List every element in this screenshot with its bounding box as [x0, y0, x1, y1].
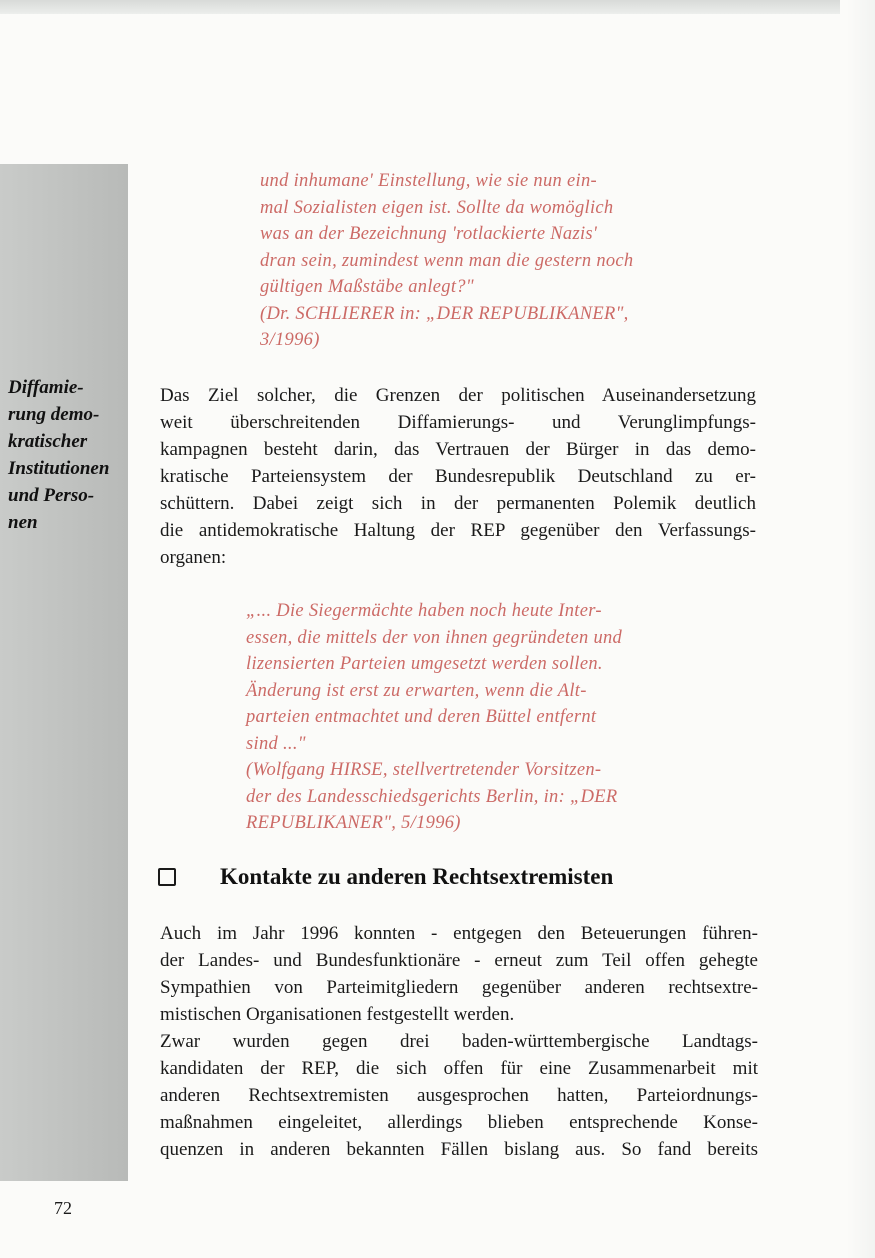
quote-line: „... Die Siegermächte haben noch heute Inter- — [246, 601, 602, 621]
sidebar-heading-line: kratischer — [8, 431, 88, 452]
sidebar-heading-line: und Perso- — [8, 485, 95, 506]
paragraph-line: quenzen in anderen bekannten Fällen bislang aus. So fand bereits — [160, 1139, 758, 1160]
section-heading — [158, 864, 613, 890]
quote-line: lizensierten Parteien umgesetzt werden sollen. — [246, 654, 603, 674]
quote-line: und inhumane' Einstellung, wie sie nun ein- — [260, 171, 597, 191]
paragraph-line: Zwar wurden gegen drei baden-württembergische Landtags- — [160, 1031, 758, 1052]
quote-line: gültigen Maßstäbe anlegt?" — [260, 277, 474, 297]
sidebar-heading-line: rung demo- — [8, 404, 100, 425]
sidebar-heading-line: Diffamie- — [8, 377, 84, 398]
checkbox-bullet-icon — [158, 868, 176, 886]
quote-line: mal Sozialisten eigen ist. Sollte da womöglich — [260, 197, 614, 218]
paragraph-line: die antidemokratische Haltung der REP gegenüber den Verfassungs- — [160, 520, 756, 541]
body-paragraph-2 — [160, 920, 758, 1163]
paragraph-line: Sympathien von Parteimitgliedern gegenüber anderen rechtsextre- — [160, 977, 758, 998]
quote-line: dran sein, zumindest wenn man die gestern noch — [260, 250, 634, 271]
quote-line: essen, die mittels der von ihnen gegründeten und — [246, 627, 623, 648]
paragraph-line: kampagnen besteht darin, das Vertrauen der Bürger in das demo- — [160, 439, 756, 460]
paragraph-line: der Landes- und Bundesfunktionäre - erneut zum Teil offen gehegte — [160, 950, 758, 971]
page-number: 72 — [54, 1198, 72, 1218]
paragraph-line: mistischen Organisationen festgestellt werden. — [160, 1004, 515, 1025]
sidebar-heading — [8, 374, 136, 536]
body-paragraph-1 — [160, 382, 756, 571]
paragraph-line: kratische Parteiensystem der Bundesrepublik Deutschland zu er- — [160, 466, 756, 487]
paragraph-line: anderen Rechtsextremisten ausgesprochen hatten, Parteiordnungs- — [160, 1085, 758, 1106]
paragraph-line: Auch im Jahr 1996 konnten - entgegen den Beteuerungen führen- — [160, 923, 758, 944]
quote-citation: (Dr. SCHLIERER in: „DER REPUBLIKANER", — [260, 303, 629, 324]
section-title: Kontakte zu anderen Rechtsextremisten — [220, 864, 614, 889]
quote-line: Änderung ist erst zu erwarten, wenn die Alt- — [246, 680, 587, 701]
quote-citation: REPUBLIKANER", 5/1996) — [246, 813, 461, 833]
quote-citation: 3/1996) — [260, 330, 320, 350]
quote-citation: der des Landesschiedsgerichts Berlin, in: „DER — [246, 786, 618, 807]
paragraph-line: kandidaten der REP, die sich offen für eine Zusammenarbeit mit — [160, 1058, 758, 1079]
quote-line: was an der Bezeichnung 'rotlackierte Nazis' — [260, 224, 598, 244]
page-top-edge — [0, 0, 840, 14]
quote-line: sind ..." — [246, 733, 306, 754]
quote-line: parteien entmachtet und deren Büttel entfernt — [246, 707, 597, 727]
paragraph-line: maßnahmen eingeleitet, allerdings blieben entsprechende Konse- — [160, 1112, 758, 1133]
paragraph-line: organen: — [160, 547, 227, 568]
paragraph-line: Das Ziel solcher, die Grenzen der politischen Auseinandersetzung — [160, 385, 756, 406]
sidebar-heading-line: Institutionen — [8, 458, 110, 479]
margin-sidebar — [0, 164, 128, 1181]
page-right-edge — [847, 0, 875, 1258]
paragraph-line: schüttern. Dabei zeigt sich in der permanenten Polemik deutlich — [160, 493, 756, 514]
quote-citation: (Wolfgang HIRSE, stellvertretender Vorsitzen- — [246, 760, 602, 780]
quote-block-schlierer — [260, 168, 633, 354]
paragraph-line: weit überschreitenden Diffamierungs- und Verunglimpfungs- — [160, 412, 756, 433]
quote-block-hirse — [246, 598, 622, 837]
sidebar-heading-line: nen — [8, 512, 38, 533]
